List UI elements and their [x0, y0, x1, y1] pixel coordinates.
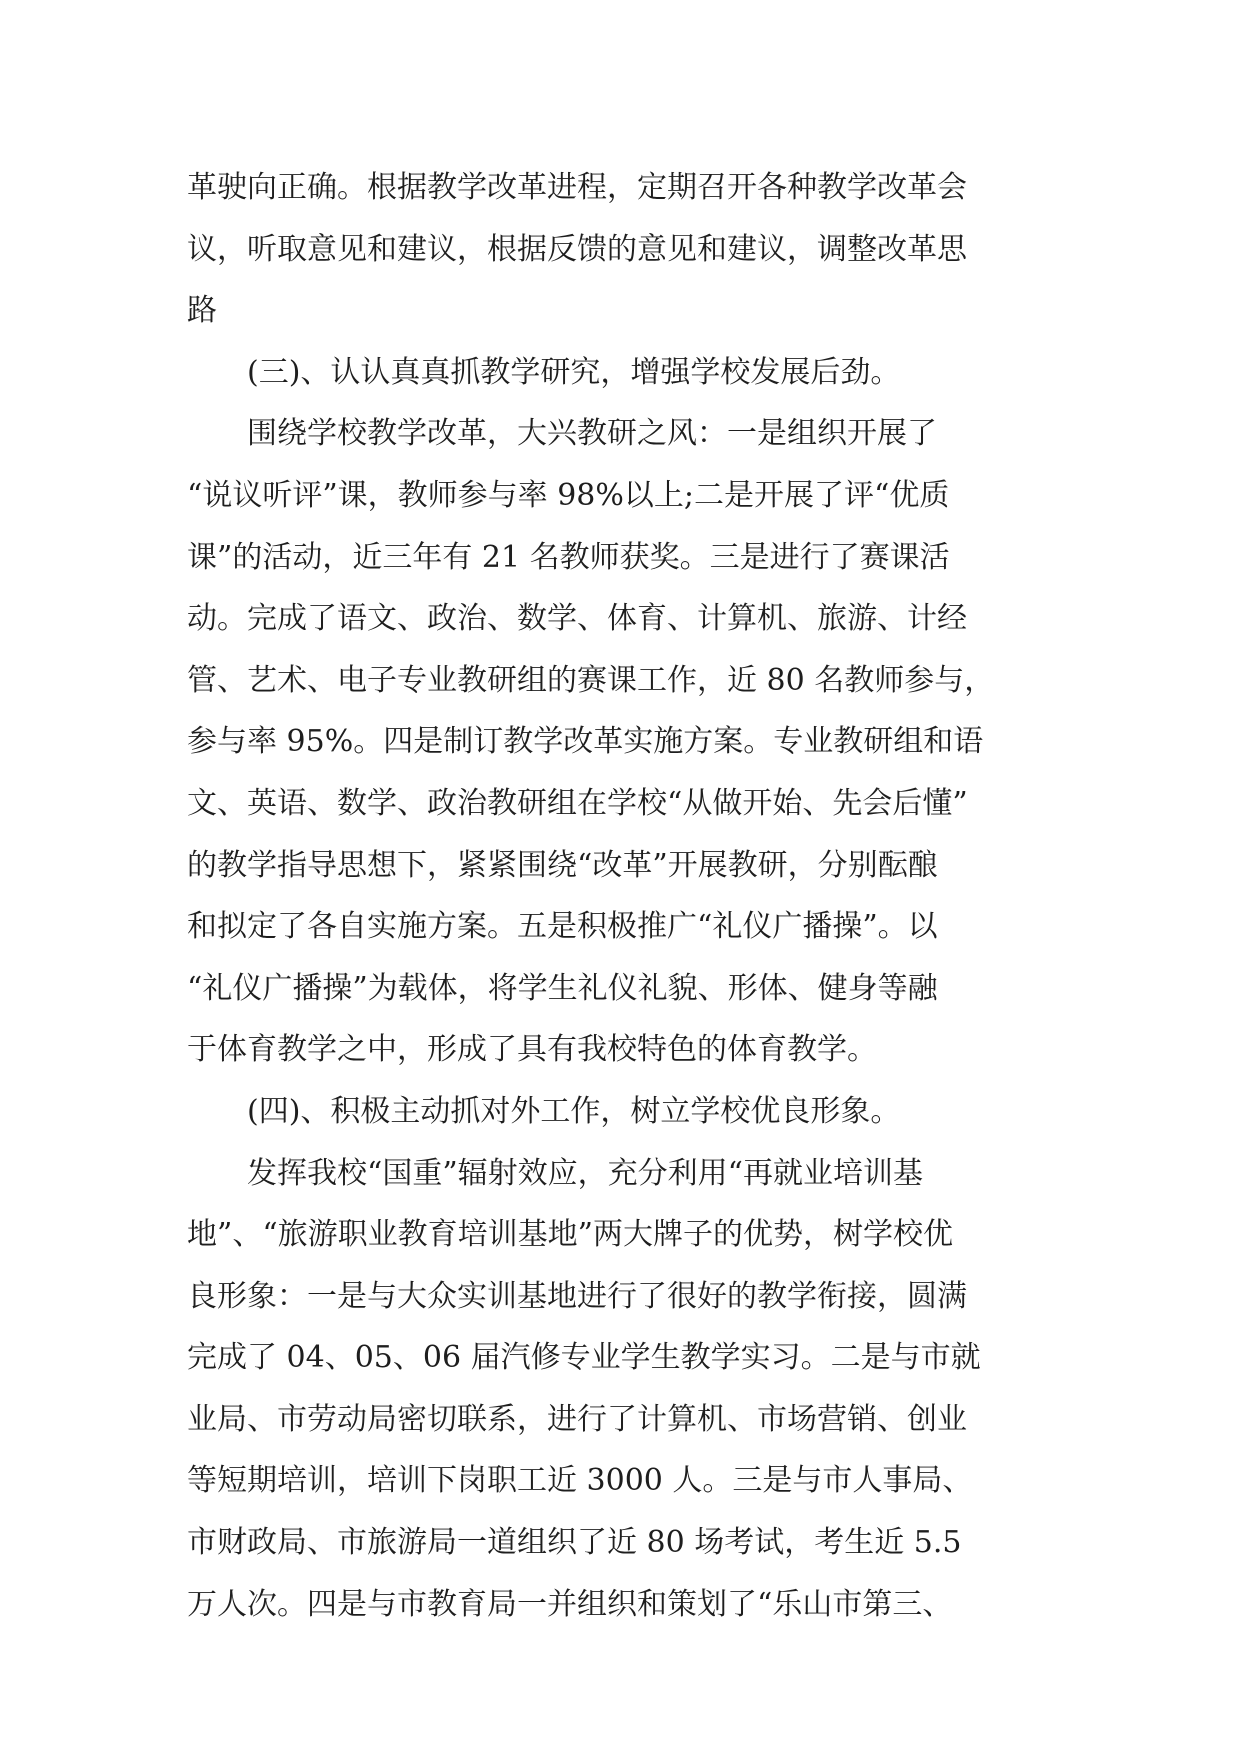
- text-line: 围绕学校教学改革，大兴教研之风：一是组织开展了: [247, 416, 937, 452]
- text-line: “说议听评”课，教师参与率 98%以上;二是开展了评“优质: [187, 477, 950, 513]
- text-line: 和拟定了各自实施方案。五是积极推广“礼仪广播操”。以: [187, 909, 938, 945]
- text-line: 管、艺术、电子专业教研组的赛课工作，近 80 名教师参与，: [187, 662, 995, 698]
- text-line: 路: [187, 293, 217, 329]
- text-line: 发挥我校“国重”辐射效应，充分利用“再就业培训基: [247, 1155, 924, 1191]
- text-line: 议，听取意见和建议，根据反馈的意见和建议，调整改革思: [187, 231, 967, 267]
- text-line: 市财政局、市旅游局一道组织了近 80 场考试，考生近 5.5: [187, 1525, 962, 1561]
- text-line: 革驶向正确。根据教学改革进程，定期召开各种教学改革会: [187, 170, 967, 205]
- text-line: 课”的活动，近三年有 21 名教师获奖。三是进行了赛课活: [187, 539, 950, 575]
- text-line: 参与率 95%。四是制订教学改革实施方案。专业教研组和语: [187, 724, 984, 760]
- section-heading: (四)、积极主动抓对外工作，树立学校优良形象。: [247, 1093, 901, 1129]
- text-line: 良形象：一是与大众实训基地进行了很好的教学衔接，圆满: [187, 1278, 967, 1314]
- text-line: 等短期培训，培训下岗职工近 3000 人。三是与市人事局、: [187, 1463, 973, 1499]
- text-line: 完成了 04、05、06 届汽修专业学生教学实习。二是与市就: [187, 1340, 981, 1376]
- text-line: 万人次。四是与市教育局一并组织和策划了“乐山市第三、: [187, 1586, 953, 1622]
- section-heading: (三)、认认真真抓教学研究，增强学校发展后劲。: [247, 354, 901, 390]
- text-line: 于体育教学之中，形成了具有我校特色的体育教学。: [187, 1032, 877, 1068]
- text-line: 文、英语、数学、政治教研组在学校“从做开始、先会后懂”: [187, 785, 968, 821]
- text-line: “礼仪广播操”为载体，将学生礼仪礼貌、形体、健身等融: [187, 970, 938, 1006]
- text-line: 地”、“旅游职业教育培训基地”两大牌子的优势，树学校优: [187, 1217, 954, 1253]
- text-line: 动。完成了语文、政治、数学、体育、计算机、旅游、计经: [187, 601, 967, 637]
- text-line: 的教学指导思想下，紧紧围绕“改革”开展教研，分别酝酿: [187, 847, 938, 883]
- body-text: [187, 157, 1067, 1635]
- text-line: 业局、市劳动局密切联系，进行了计算机、市场营销、创业: [187, 1401, 967, 1437]
